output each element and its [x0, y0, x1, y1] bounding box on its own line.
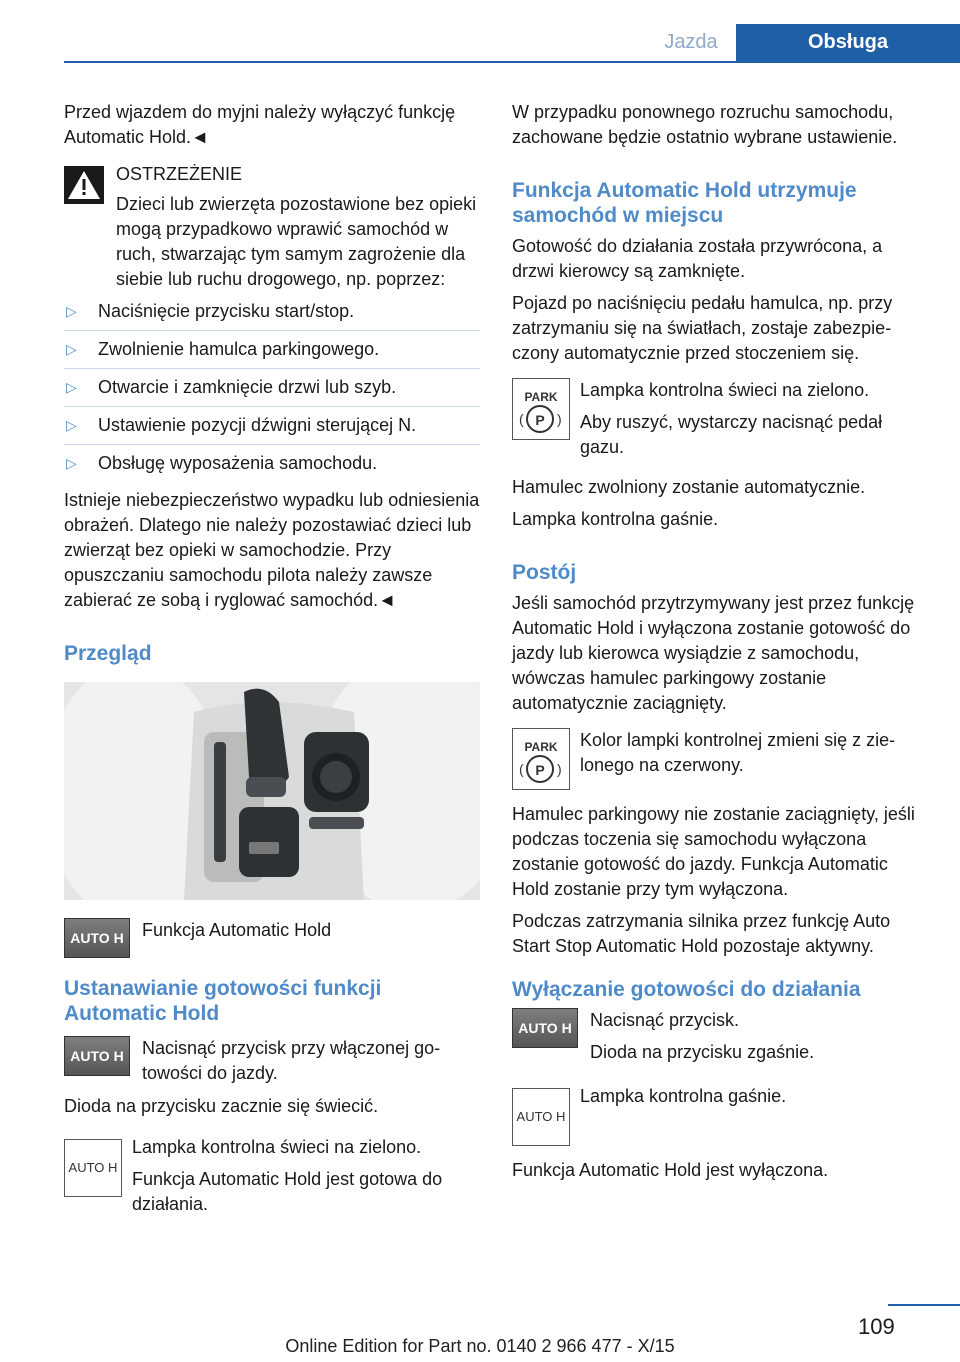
section-heading-postoj: Postój [512, 561, 577, 584]
warning-body-text: Dzieci lub zwierzęta pozostawione bez opieki mogą przypadkowo wprawić samochód w ruch, stwarzając tym samym zagrożenie dla siebie lub ruchu drogowego, np. poprzez: [116, 194, 477, 289]
warning-after: Istnieje niebezpieczeństwo wypadku lub odniesienia obrażeń. Dlatego nie należy pozostawiać dzieci lub zwierząt bez opieki w samochodzie. Przy opuszczaniu samochodu pilota należy zawsze zabierać ze sobą i ryglować samochód.◄ [64, 490, 480, 610]
led-on-text: Dioda na przycisku zacznie się świecić. [64, 1096, 379, 1116]
warning-title: OSTRZEŻENIE [116, 164, 243, 184]
footer-rule [888, 1304, 960, 1306]
auto-h-indicator-icon: AUTO H [512, 1088, 570, 1146]
auto-h-button-icon: AUTO H [64, 1036, 130, 1076]
lamp-green-text: Lampka kontrolna świeci na zielono. [132, 1137, 422, 1157]
ready-text: Funkcja Automatic Hold jest gotowa do działania. [132, 1169, 443, 1214]
off-lamp-text: Lampka kontrolna gaśnie. [580, 1086, 787, 1106]
triangle-bullet-icon: ▷ [66, 341, 77, 357]
auto-h-indicator-icon: AUTO H [64, 1139, 122, 1197]
left-column [64, 100, 480, 1232]
warning-list [64, 299, 480, 482]
list-item: ▷ Obsługę wyposażenia samochodu. [64, 451, 480, 482]
park-red-row [512, 728, 928, 790]
console-illustration [64, 682, 480, 900]
triangle-bullet-icon: ▷ [66, 379, 77, 395]
page-number: 109 [858, 1314, 895, 1339]
hold-paragraph-1: Gotowość do działania została przywrócona, a drzwi kierowcy są zamknięte. [512, 236, 883, 281]
warning-icon [64, 166, 104, 204]
list-item: ▷ Zwolnienie hamulca parkingowego. [64, 337, 480, 369]
park-green-text: Lampka kontrolna świeci na zielono. Aby ruszyć, wystarczy nacisnąć pedał gazu. [580, 380, 883, 457]
triangle-bullet-icon: ▷ [66, 455, 77, 471]
off-indicator-row [512, 1084, 928, 1146]
park-indicator-icon: PARK ( P ) [512, 378, 570, 440]
indicator-text [132, 1135, 480, 1224]
center-console-photo [64, 682, 480, 900]
lamp-off-text: Lampka kontrolna gaśnie. [512, 509, 719, 529]
footer-edition: Online Edition for Part no. 0140 2 966 477 - X/15 [285, 1336, 675, 1356]
auto-h-button-icon: AUTO H [512, 1008, 578, 1048]
triangle-bullet-icon: ▷ [66, 303, 77, 319]
list-item: ▷ Ustawienie pozycji dźwigni sterującej N. [64, 413, 480, 445]
park-green-row [512, 378, 928, 467]
warning-block [64, 162, 480, 187]
tab-jazda[interactable]: Jazda [664, 31, 718, 53]
indicator-row [64, 1135, 480, 1224]
section-heading-hold: Funkcja Automatic Hold utrzymuje samochód w miejscu [512, 179, 857, 227]
list-item: ▷ Naciśnięcie przycisku start/stop. [64, 299, 480, 331]
overview-heading: Przegląd [64, 642, 152, 665]
section-heading-activate: Ustanawianie gotowości funkcji Automatic Hold [64, 977, 382, 1025]
postoj-paragraph: Jeśli samochód przytrzymywany jest przez funkcję Automatic Hold i wyłączona zostanie gotowość do jazdy lub kierowca wysiądzie z samochodu, wówczas hamulec parkingowy zostanie automatycznie zaciągnięty. [512, 593, 915, 713]
press-text: Nacisnąć przycisk przy włączonej gotowości do jazdy. [142, 1038, 441, 1083]
postoj-paragraph-3: Podczas zatrzymania silnika przez funkcję Auto Start Stop Automatic Hold pozostaje aktywny. [512, 911, 891, 956]
auto-h-button-icon: AUTO H [64, 918, 130, 958]
tab-obsluga[interactable]: Obsługa [736, 24, 960, 61]
header-rule [64, 61, 960, 63]
list-item: ▷ Otwarcie i zamknięcie drzwi lub szyb. [64, 375, 480, 407]
hold-paragraph-2: Pojazd po naciśnięciu pedału hamulca, np. przy zatrzymaniu się na światłach, zostaje zabezpieczony automatycznie przed stoczeniem się. [512, 293, 893, 363]
photo-caption: Funkcja Automatic Hold [142, 920, 332, 940]
off-final-text: Funkcja Automatic Hold jest wyłączona. [512, 1160, 829, 1180]
brake-released-text: Hamulec zwolniony zostanie automatycznie. [512, 477, 866, 497]
triangle-bullet-icon: ▷ [66, 417, 77, 433]
off-press-row [512, 1008, 928, 1072]
intro-paragraph: Przed wjazdem do myjni należy wyłączyć funkcję Automatic Hold.◄ [64, 102, 456, 147]
section-heading-off: Wyłączanie gotowości do działania [512, 978, 861, 1001]
warning-body [64, 192, 480, 292]
postoj-paragraph-2: Hamulec parkingowy nie zostanie zaciągnięty, jeśli podczas toczenia się samochodu wyłączona zostanie gotowość do jazdy. Funkcja Automatic Hold zostanie przy tym wyłączona. [512, 804, 915, 899]
off-press-text: Nacisnąć przycisk. Dioda na przycisku zgaśnie. [590, 1010, 815, 1062]
caption-row [64, 918, 480, 958]
restart-paragraph: W przypadku ponownego rozruchu samochodu, zachowane będzie ostatnio wybrane ustawienie. [512, 102, 898, 147]
right-column [512, 100, 928, 1190]
park-red-text: Kolor lampki kontrolnej zmieni się z zielonego na czerwony. [580, 730, 896, 775]
press-row [64, 1036, 480, 1086]
park-indicator-icon: PARK ( P ) [512, 728, 570, 790]
